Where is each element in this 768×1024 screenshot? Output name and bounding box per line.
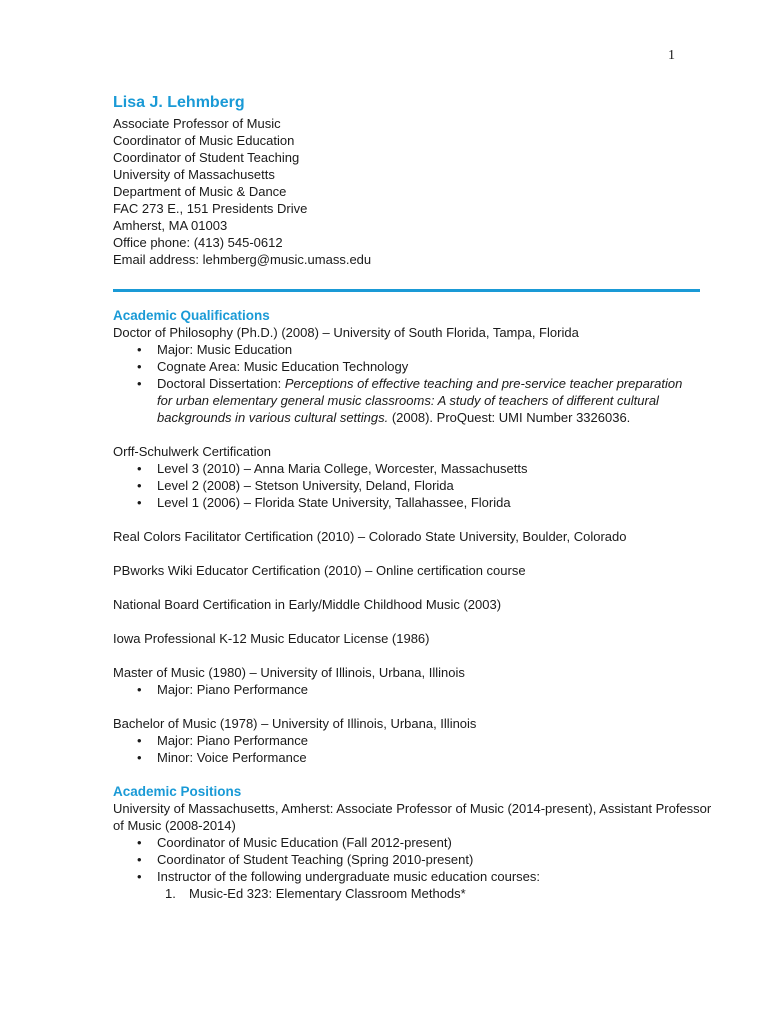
list-item: • Level 2 (2008) – Stetson University, Deland, Florida — [157, 477, 703, 494]
national-board-entry: National Board Certification in Early/Middle Childhood Music (2003) — [113, 597, 502, 612]
list-item: • Coordinator of Student Teaching (Spring 2010-present) — [157, 851, 703, 868]
position-line: of Music (2008-2014) — [113, 818, 236, 833]
list-item: • Instructor of the following undergraduate music education courses: — [157, 868, 703, 885]
list-item: • Minor: Voice Performance — [157, 749, 703, 766]
contact-block — [113, 115, 703, 268]
umass-position — [113, 800, 712, 834]
contact-line: University of Massachusetts — [113, 167, 275, 182]
course-item — [165, 885, 703, 902]
cv-name: Lisa J. Lehmberg — [113, 94, 245, 111]
real-colors-entry: Real Colors Facilitator Certification (2010) – Colorado State University, Boulder, Colorado — [113, 529, 627, 544]
course-label: Music-Ed 323: Elementary Classroom Methods* — [189, 886, 466, 901]
list-item: • Level 1 (2006) – Florida State University, Tallahassee, Florida — [157, 494, 703, 511]
contact-line: FAC 273 E., 151 Presidents Drive — [113, 201, 308, 216]
contact-line: Department of Music & Dance — [113, 184, 287, 199]
course-number: 1. — [165, 886, 176, 901]
course-list — [113, 885, 703, 902]
list-item: • Major: Piano Performance — [157, 732, 703, 749]
bachelors-entry: Bachelor of Music (1978) – University of Illinois, Urbana, Illinois — [113, 716, 477, 731]
phd-details — [113, 341, 703, 426]
list-item: • Coordinator of Music Education (Fall 2012-present) — [157, 834, 703, 851]
contact-line: Associate Professor of Music — [113, 116, 281, 131]
dissertation-label: Doctoral Dissertation: — [157, 376, 285, 391]
masters-entry: Master of Music (1980) – University of Illinois, Urbana, Illinois — [113, 665, 465, 680]
list-item: • Cognate Area: Music Education Technology — [157, 358, 703, 375]
pbworks-entry: PBworks Wiki Educator Certification (2010) – Online certification course — [113, 563, 526, 578]
section-heading-positions: Academic Positions — [113, 784, 242, 799]
page-number: 1 — [668, 48, 675, 63]
orff-levels — [113, 460, 703, 511]
contact-line: Amherst, MA 01003 — [113, 218, 228, 233]
list-item: • Level 3 (2010) – Anna Maria College, Worcester, Massachusetts — [157, 460, 703, 477]
section-heading-qualifications: Academic Qualifications — [113, 308, 270, 323]
list-item: • Major: Music Education — [157, 341, 703, 358]
contact-line: Coordinator of Music Education — [113, 133, 295, 148]
orff-entry: Orff-Schulwerk Certification — [113, 444, 271, 459]
iowa-license-entry: Iowa Professional K-12 Music Educator License (1986) — [113, 631, 430, 646]
dissertation-title: Perceptions of effective teaching and pre-service teacher preparation — [284, 376, 683, 391]
phd-entry: Doctor of Philosophy (Ph.D.) (2008) – University of South Florida, Tampa, Florida — [113, 325, 579, 340]
bachelors-details — [113, 732, 703, 766]
dissertation-title: backgrounds in various cultural settings. — [157, 410, 389, 425]
dissertation-suffix: (2008). ProQuest: UMI Number 3326036. — [388, 410, 631, 425]
contact-line: Coordinator of Student Teaching — [113, 150, 300, 165]
cv-content — [113, 93, 712, 902]
dissertation-title: for urban elementary general music classrooms: A study of teachers of different cultural — [157, 393, 659, 408]
list-item: • Major: Piano Performance — [157, 681, 703, 698]
position-duties — [113, 834, 703, 885]
dissertation-item — [157, 375, 703, 426]
email-line: Email address: lehmberg@music.umass.edu — [113, 252, 372, 267]
masters-details — [113, 681, 703, 698]
contact-line: Office phone: (413) 545-0612 — [113, 235, 283, 250]
position-line: University of Massachusetts, Amherst: Associate Professor of Music (2014-present), Assistant Professor — [113, 801, 712, 816]
